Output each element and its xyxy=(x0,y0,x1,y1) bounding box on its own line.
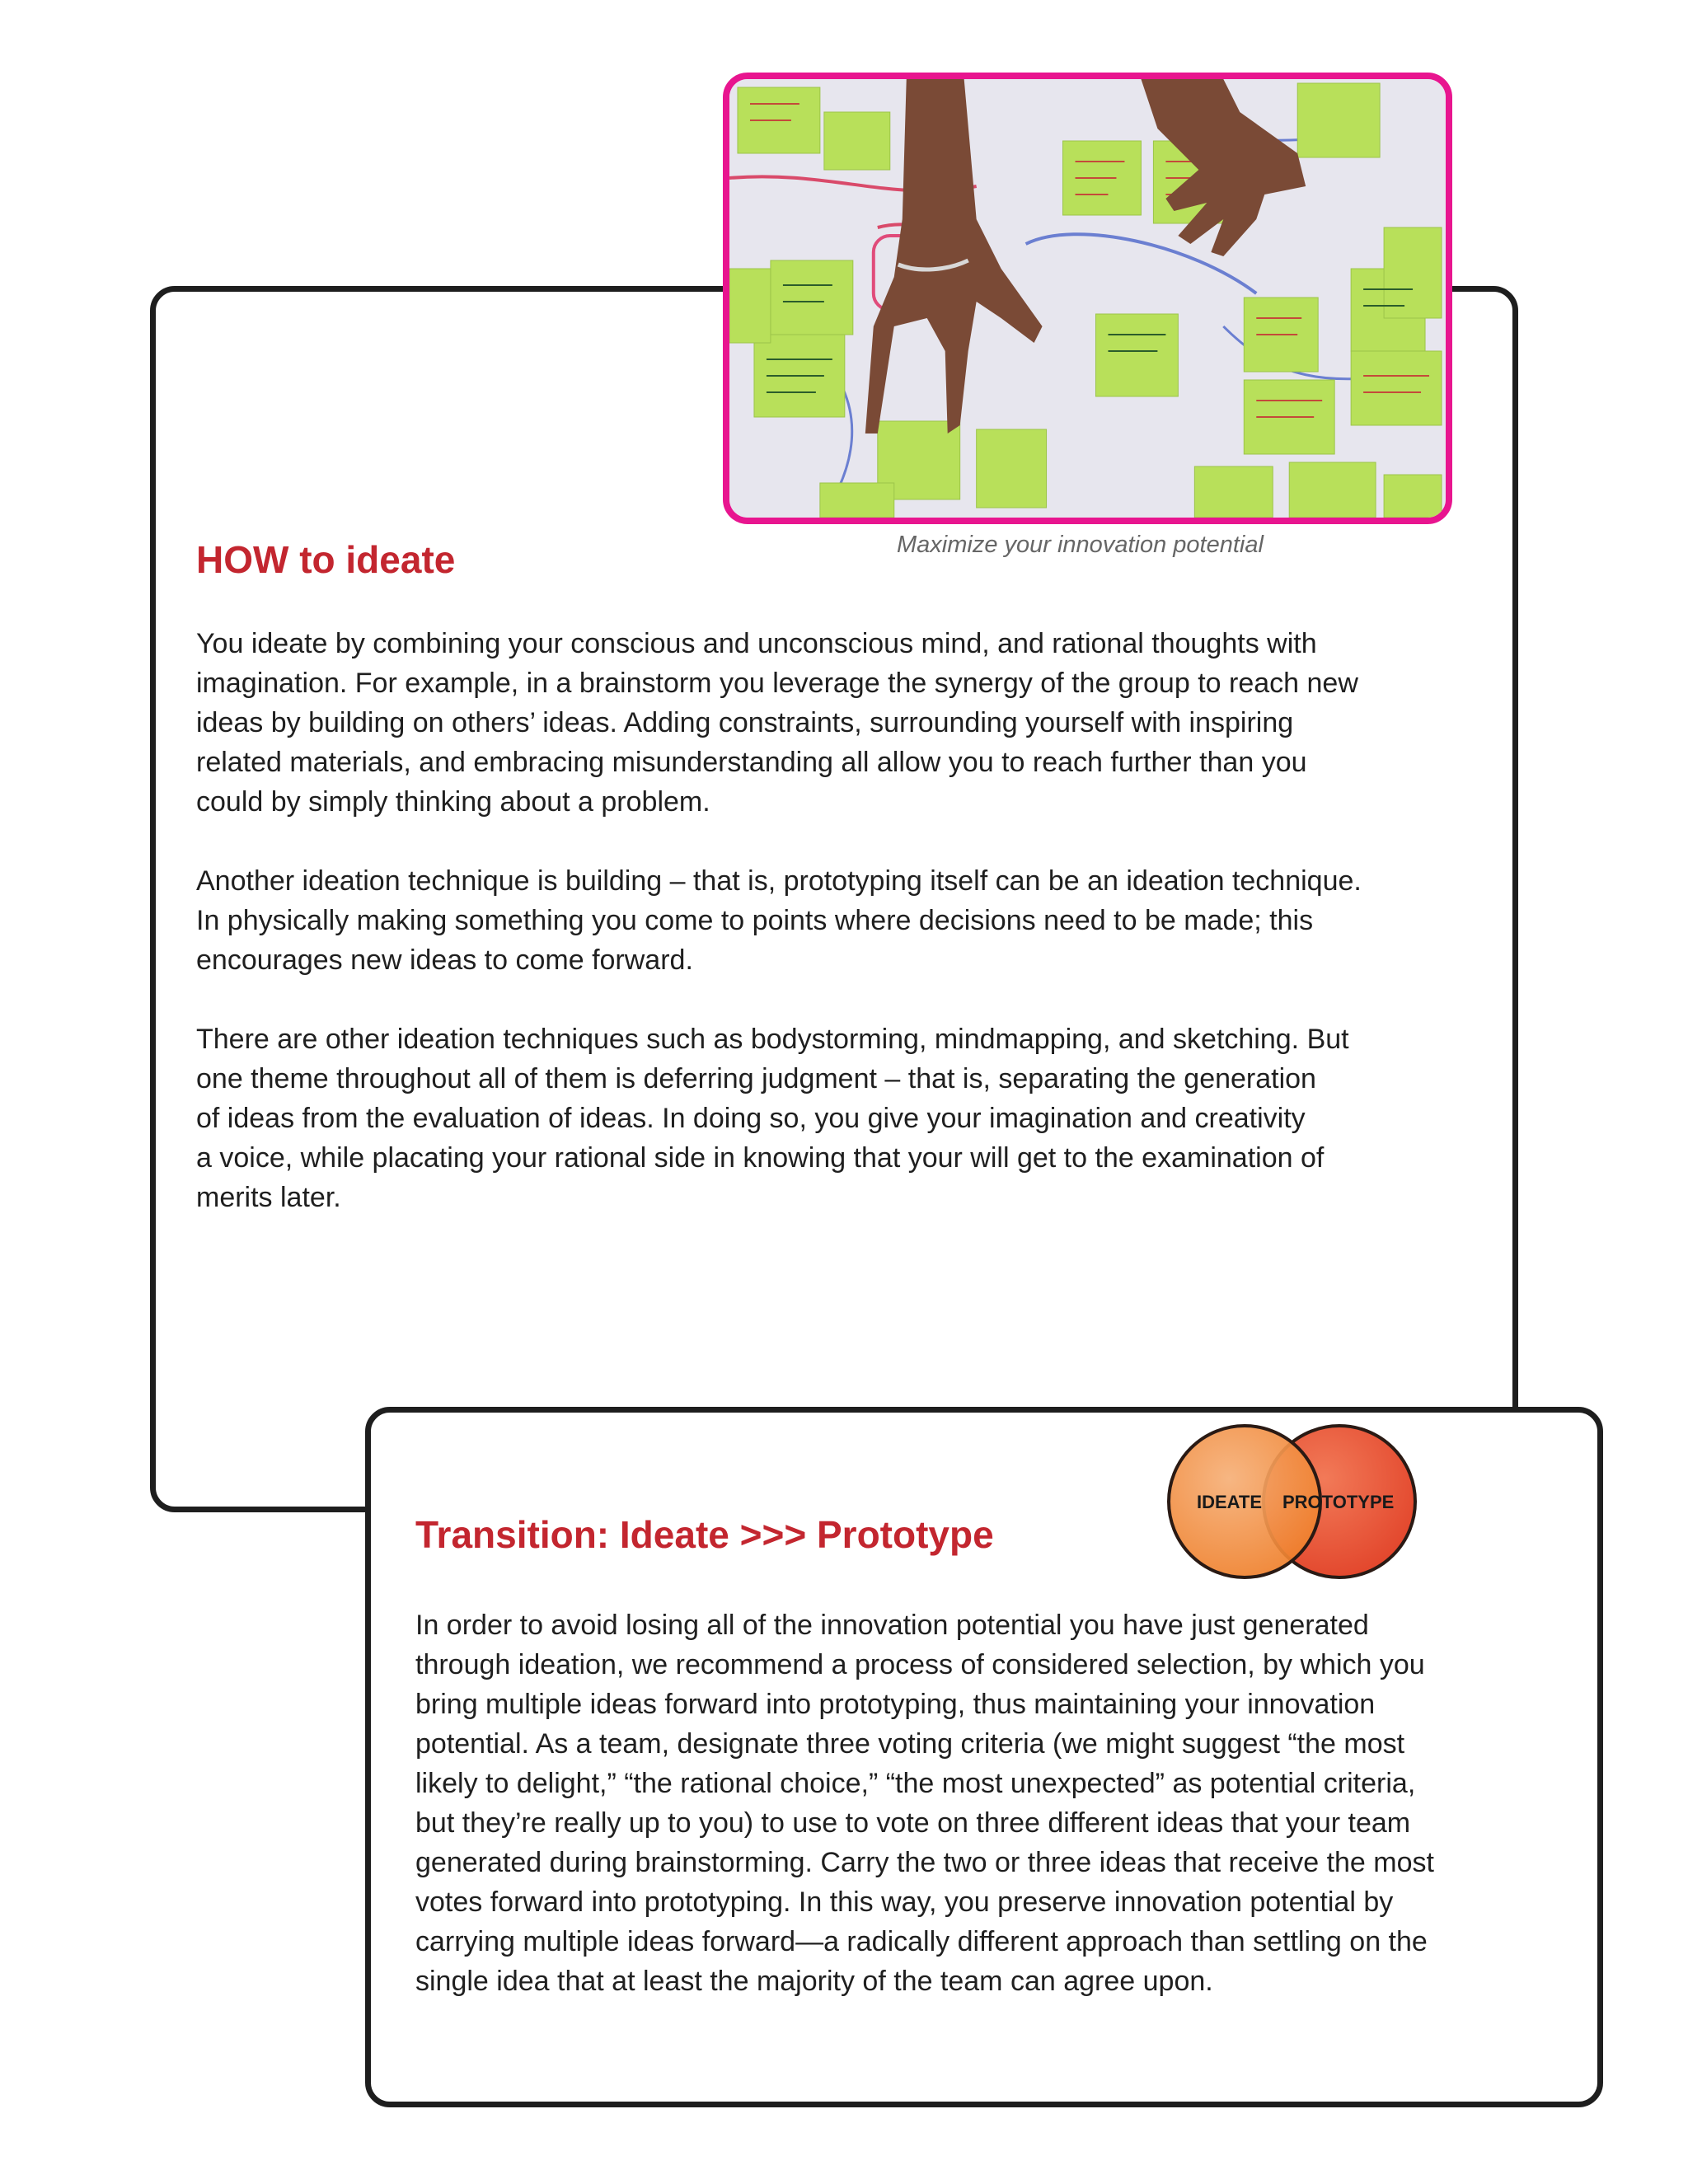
text-line: bring multiple ideas forward into prototyping, thus maintaining your innovation xyxy=(415,1689,1376,1720)
ideate-paragraph xyxy=(196,1019,1482,1217)
brainstorm-photo xyxy=(723,73,1452,524)
text-line: merits later. xyxy=(196,1182,341,1213)
text-line: potential. As a team, designate three voting criteria (we might suggest “the most xyxy=(415,1728,1405,1760)
text-line: through ideation, we recommend a process of considered selection, by which you xyxy=(415,1649,1425,1680)
text-line: but they’re really up to you) to use to vote on three different ideas that your team xyxy=(415,1807,1411,1839)
venn-ideate-label: IDEATE xyxy=(1197,1492,1263,1512)
ideate-prototype-venn xyxy=(1154,1419,1426,1584)
text-line: generated during brainstorming. Carry the two or three ideas that receive the most xyxy=(415,1847,1434,1878)
text-line: related materials, and embracing misunderstanding all allow you to reach further than you xyxy=(196,747,1307,778)
text-line: single idea that at least the majority of the team can agree upon. xyxy=(415,1966,1213,1997)
text-line: You ideate by combining your conscious and unconscious mind, and rational thoughts with xyxy=(196,628,1317,659)
photo-caption: Maximize your innovation potential xyxy=(897,532,1264,558)
text-line: one theme throughout all of them is deferring judgment – that is, separating the generation xyxy=(196,1063,1316,1094)
text-line: encourages new ideas to come forward. xyxy=(196,944,693,976)
transition-heading: Transition: Ideate >>> Prototype xyxy=(415,1513,994,1556)
venn-prototype-label: PROTOTYPE xyxy=(1282,1492,1395,1512)
text-line: Another ideation technique is building – that is, prototyping itself can be an ideation technique. xyxy=(196,865,1362,897)
text-line: imagination. For example, in a brainstorm you leverage the synergy of the group to reach new xyxy=(196,668,1358,699)
transition-body-text xyxy=(415,1605,1586,2041)
text-line: carrying multiple ideas forward—a radically different approach than settling on the xyxy=(415,1926,1428,1957)
ideate-paragraph xyxy=(196,861,1482,980)
text-line: likely to delight,” “the rational choice,” “the most unexpected” as potential criteria, xyxy=(415,1768,1416,1799)
text-line: votes forward into prototyping. In this way, you preserve innovation potential by xyxy=(415,1886,1394,1918)
ideate-heading: HOW to ideate xyxy=(196,538,456,581)
ideate-body-text xyxy=(196,624,1482,1257)
text-line: a voice, while placating your rational side in knowing that your will get to the examination of xyxy=(196,1142,1325,1174)
transition-paragraph xyxy=(415,1605,1586,2001)
ideate-paragraph xyxy=(196,624,1482,822)
sticky-notes-illustration xyxy=(729,79,1446,518)
text-line: There are other ideation techniques such as bodystorming, mindmapping, and sketching. But xyxy=(196,1024,1349,1055)
text-line: could by simply thinking about a problem. xyxy=(196,786,710,818)
text-line: In order to avoid losing all of the innovation potential you have just generated xyxy=(415,1610,1369,1641)
text-line: of ideas from the evaluation of ideas. In doing so, you give your imagination and creativity xyxy=(196,1103,1306,1134)
text-line: In physically making something you come to points where decisions need to be made; this xyxy=(196,905,1314,936)
text-line: ideas by building on others’ ideas. Adding constraints, surrounding yourself with inspiring xyxy=(196,707,1294,738)
